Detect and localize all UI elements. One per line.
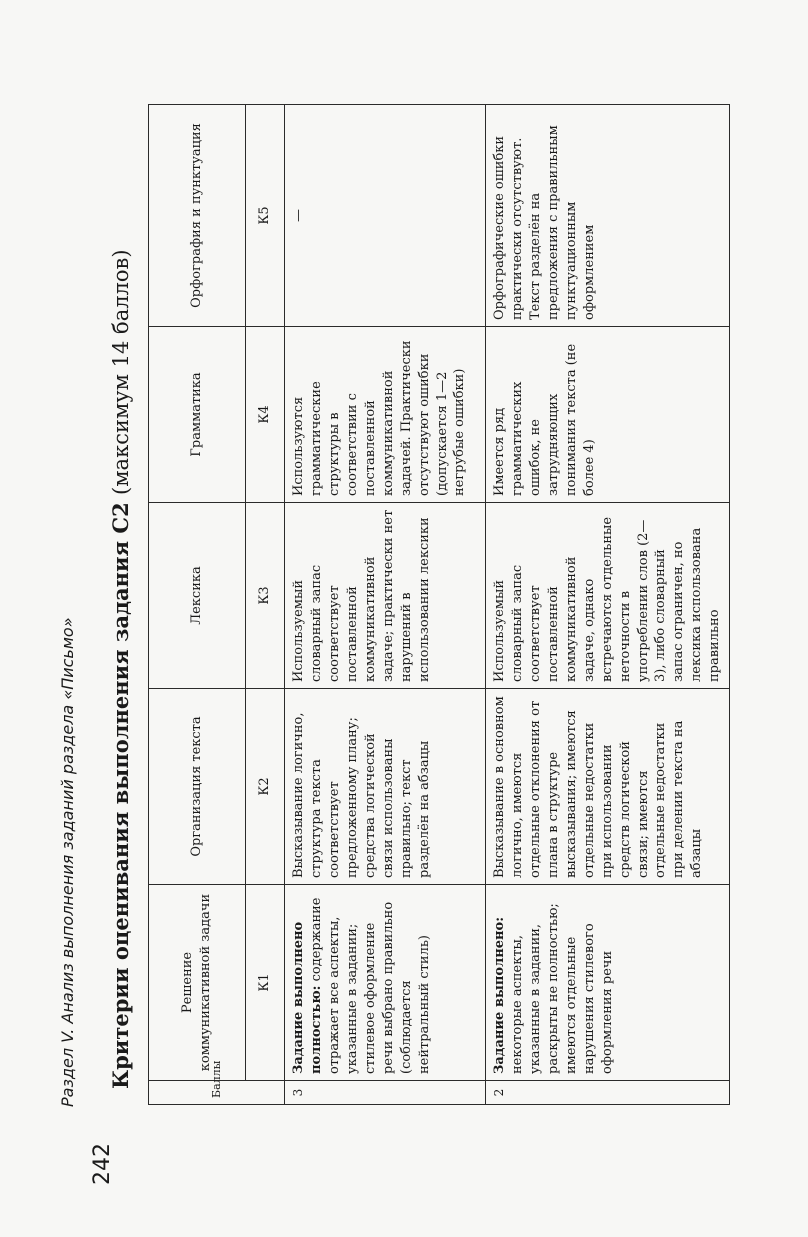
k2-cell: Высказывание логично, структура текста соответствует предложенному плану; средства логической связи использованы правильно; текст разделён на абзацы [285,689,486,885]
k1-lead: Задание выполнено: [492,916,507,1074]
k1-lead: Задание выполнено полностью: [291,921,324,1074]
criteria-table [148,104,730,1105]
code-row [246,105,285,1105]
criterion-name-k1: Решение коммуникативной задачи [149,885,246,1081]
criterion-code-k4: К4 [246,327,285,503]
k1-text: некоторые аспекты, указанные в задании, раскрыты не полностью; имеются отдельные нарушения стилевого оформления речи [509,903,615,1074]
k5-cell: — [285,105,486,327]
criterion-code-k2: К2 [246,689,285,885]
criterion-code-k5: К5 [246,105,285,327]
k2-cell: Высказывание в основном логично, имеются отдельные отклонения от плана в структуре высказывания; имеются отдельные недостатки при использовании средств логической связи; имеются отдельные недостатки при делении текста на абзацы [486,689,730,885]
score-cell: 2 [486,1081,730,1105]
criterion-code-k3: К3 [246,503,285,689]
table-row [486,105,730,1105]
k4-cell: Используются грамматические структуры в соответствии с поставленной коммуникативной задачей. Практически отсутствуют ошибки (допускается 1—2 негрубые ошибки) [285,327,486,503]
page-number: 242 [90,1143,115,1185]
k3-cell: Используемый словарный запас соответствует поставленной коммуникативной задаче; практически нет нарушений в использовании лексики [285,503,486,689]
table-title [108,249,133,1089]
k1-text: содержание отражает все аспекты, указанные в задании; стилевое оформление речи выбрано правильно (соблюдается нейтральный стиль) [308,897,432,1074]
criterion-name-k3: Лексика [149,503,246,689]
k3-cell: Используемый словарный запас соответствует поставленной коммуникативной задаче, однако встречаются отдельные неточности в употреблении слов (2—3), либо словарный запас ограничен, но лексика использована правильно [486,503,730,689]
header-row [149,105,246,1105]
criterion-name-k5: Орфография и пунктуация [149,105,246,327]
running-head: Раздел V. Анализ выполнения заданий раздела «Письмо» [58,617,77,1107]
criterion-name-k2: Организация текста [149,689,246,885]
criterion-code-k1: К1 [246,885,285,1081]
score-header: Баллы [149,1081,285,1105]
k5-cell: Орфографические ошибки практически отсутствуют. Текст разделён на предложения с правильным пунктуационным оформлением [486,105,730,327]
table-row [285,105,486,1105]
k1-cell [285,885,486,1081]
k4-cell: Имеется ряд грамматических ошибок, не затрудняющих понимания текста (не более 4) [486,327,730,503]
criterion-name-k4: Грамматика [149,327,246,503]
score-cell: 3 [285,1081,486,1105]
title-note: (максимум 14 баллов) [109,249,133,495]
k1-cell [486,885,730,1081]
title-main: Критерии оценивания выполнения задания С2 [108,502,133,1089]
